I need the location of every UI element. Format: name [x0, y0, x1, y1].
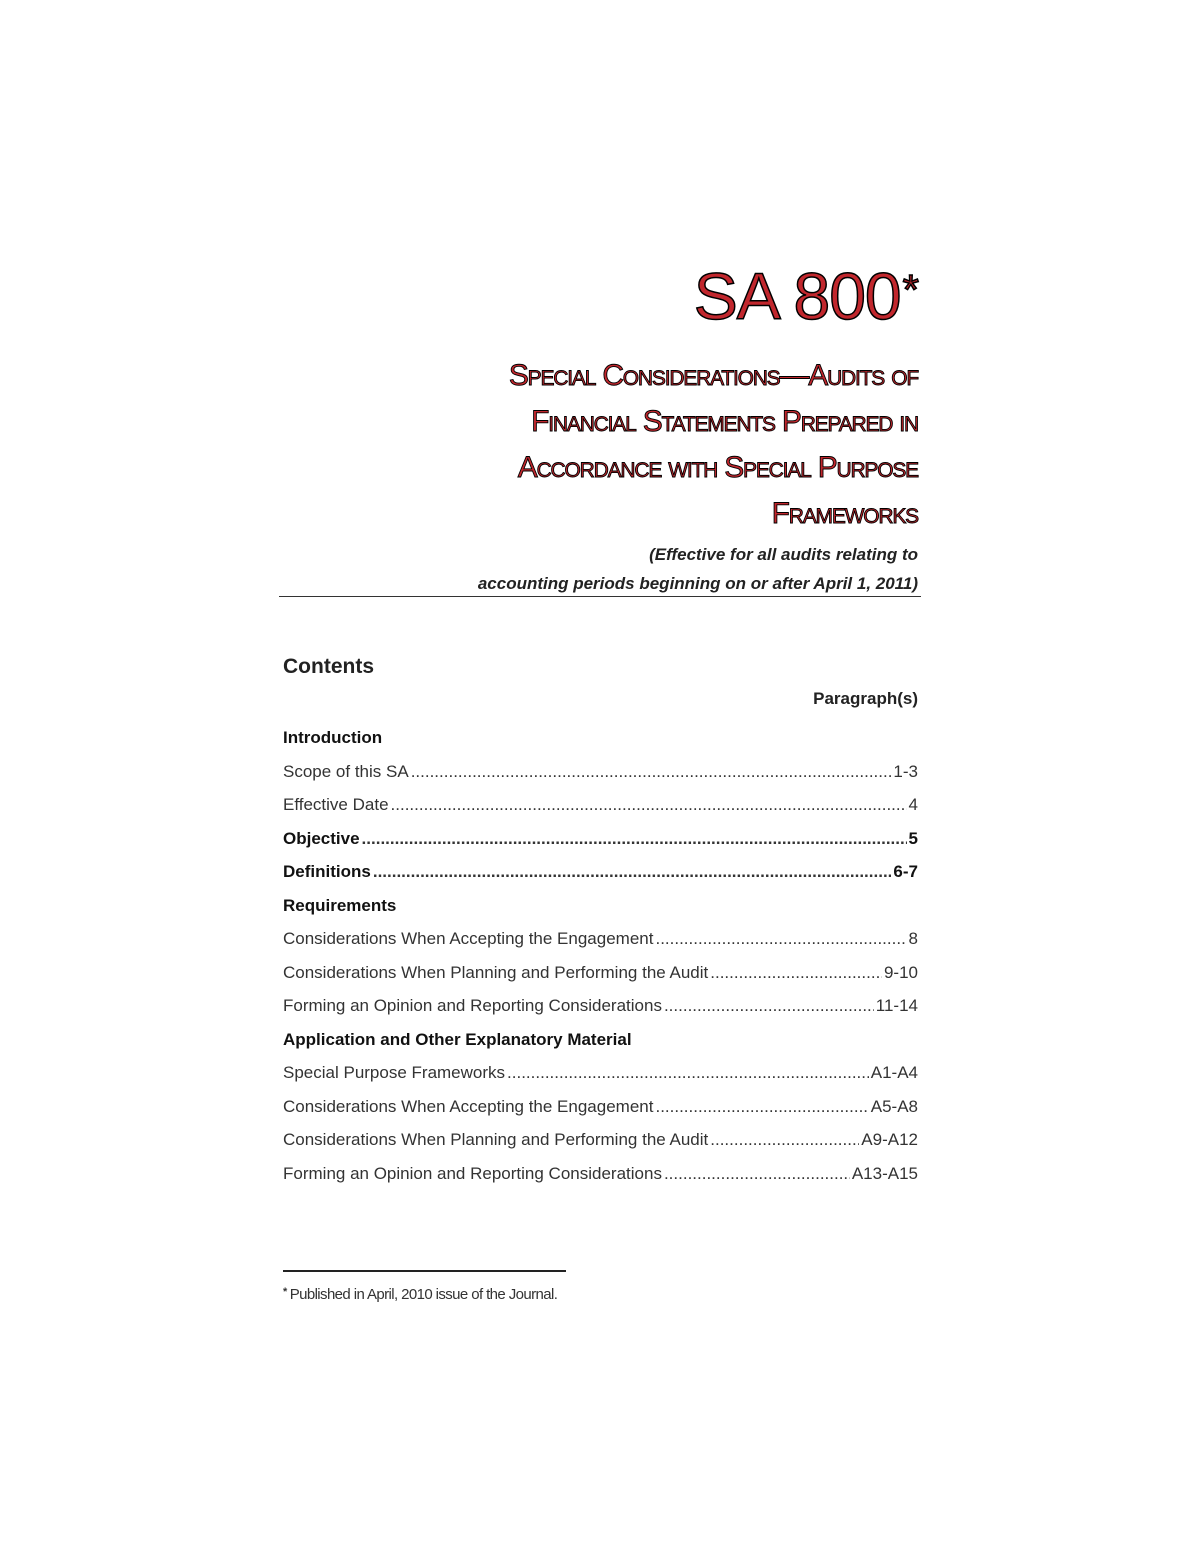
- toc-entry: [283, 1162, 918, 1196]
- toc-entry-label: Objective: [283, 828, 360, 848]
- toc-entry-label: Application and Other Explanatory Material: [283, 1029, 632, 1049]
- toc-leader-dots: [664, 994, 874, 1018]
- toc-entry-paragraphs: A9-A12: [861, 1130, 918, 1149]
- toc-entry: [283, 961, 918, 995]
- table-of-contents: [283, 726, 918, 1195]
- toc-leader-dots: [362, 827, 907, 851]
- contents-heading: Contents: [283, 655, 374, 678]
- toc-entry-label: Considerations When Planning and Performing the Audit: [283, 962, 709, 982]
- header-divider: [279, 596, 921, 597]
- title-footnote-mark: *: [902, 266, 918, 313]
- toc-leader-dots: [664, 1162, 850, 1186]
- toc-entry-paragraphs: A5-A8: [870, 1096, 918, 1116]
- paragraphs-heading: Paragraph(s): [813, 689, 918, 708]
- title-text: SA 800: [693, 259, 901, 333]
- toc-entry-paragraphs: 9-10: [883, 962, 918, 982]
- footnote-mark: *: [283, 1286, 287, 1298]
- toc-entry-label: Definitions: [283, 862, 371, 881]
- toc-entry-label: Introduction: [283, 728, 383, 747]
- toc-entry-label: Forming an Opinion and Reporting Considerations: [283, 1163, 662, 1183]
- toc-entry: [283, 860, 918, 894]
- toc-entry: [283, 994, 918, 1028]
- subtitle-line: Accordance with Special Purpose: [517, 451, 918, 484]
- toc-entry: [283, 1128, 918, 1162]
- toc-entry-label: Scope of this SA: [283, 761, 409, 781]
- toc-leader-dots: [710, 961, 882, 985]
- document-subtitle: [358, 353, 918, 537]
- toc-entry-paragraphs: 8: [908, 929, 918, 948]
- toc-entry-paragraphs: A1-A4: [870, 1063, 918, 1082]
- effective-line: accounting periods beginning on or after April 1, 2011): [477, 574, 918, 593]
- toc-entry-label: Requirements: [283, 895, 397, 915]
- toc-leader-dots: [655, 1095, 868, 1119]
- toc-leader-dots: [411, 760, 892, 784]
- toc-entry: [283, 793, 918, 827]
- toc-section-heading: [283, 1028, 918, 1062]
- toc-entry-paragraphs: 4: [908, 795, 918, 814]
- toc-entry-label: Considerations When Planning and Performing the Audit: [283, 1130, 709, 1149]
- toc-entry-paragraphs: 5: [908, 828, 918, 848]
- toc-entry-paragraphs: 1-3: [893, 761, 918, 781]
- toc-entry-label: Forming an Opinion and Reporting Considerations: [283, 996, 662, 1015]
- footnote-divider: [283, 1270, 566, 1272]
- toc-entry-paragraphs: 11-14: [875, 996, 918, 1015]
- subtitle-line: Special Considerations—Audits of: [508, 359, 918, 392]
- toc-entry: [283, 760, 918, 794]
- footnote-text: Published in April, 2010 issue of the Journal.: [289, 1286, 558, 1303]
- subtitle-line: Frameworks: [771, 497, 918, 530]
- toc-entry-paragraphs: A13-A15: [851, 1163, 918, 1183]
- toc-section-heading: [283, 726, 918, 760]
- toc-entry: [283, 1061, 918, 1095]
- toc-entry: [283, 827, 918, 861]
- toc-entry-label: Effective Date: [283, 795, 389, 814]
- toc-entry: [283, 927, 918, 961]
- toc-leader-dots: [655, 927, 906, 951]
- toc-entry-paragraphs: 6-7: [893, 862, 918, 881]
- toc-leader-dots: [373, 860, 892, 884]
- effective-line: (Effective for all audits relating to: [649, 545, 918, 564]
- toc-section-heading: [283, 894, 918, 928]
- footnote: [283, 1286, 557, 1303]
- toc-leader-dots: [710, 1128, 859, 1152]
- toc-entry-label: Special Purpose Frameworks: [283, 1063, 506, 1082]
- document-title: [694, 256, 918, 336]
- subtitle-line: Financial Statements Prepared in: [531, 405, 918, 438]
- toc-leader-dots: [391, 793, 907, 817]
- toc-entry-label: Considerations When Accepting the Engagement: [283, 1096, 654, 1116]
- toc-leader-dots: [507, 1061, 869, 1085]
- effective-note: [478, 540, 918, 598]
- toc-entry: [283, 1095, 918, 1129]
- toc-entry-label: Considerations When Accepting the Engagement: [283, 929, 654, 948]
